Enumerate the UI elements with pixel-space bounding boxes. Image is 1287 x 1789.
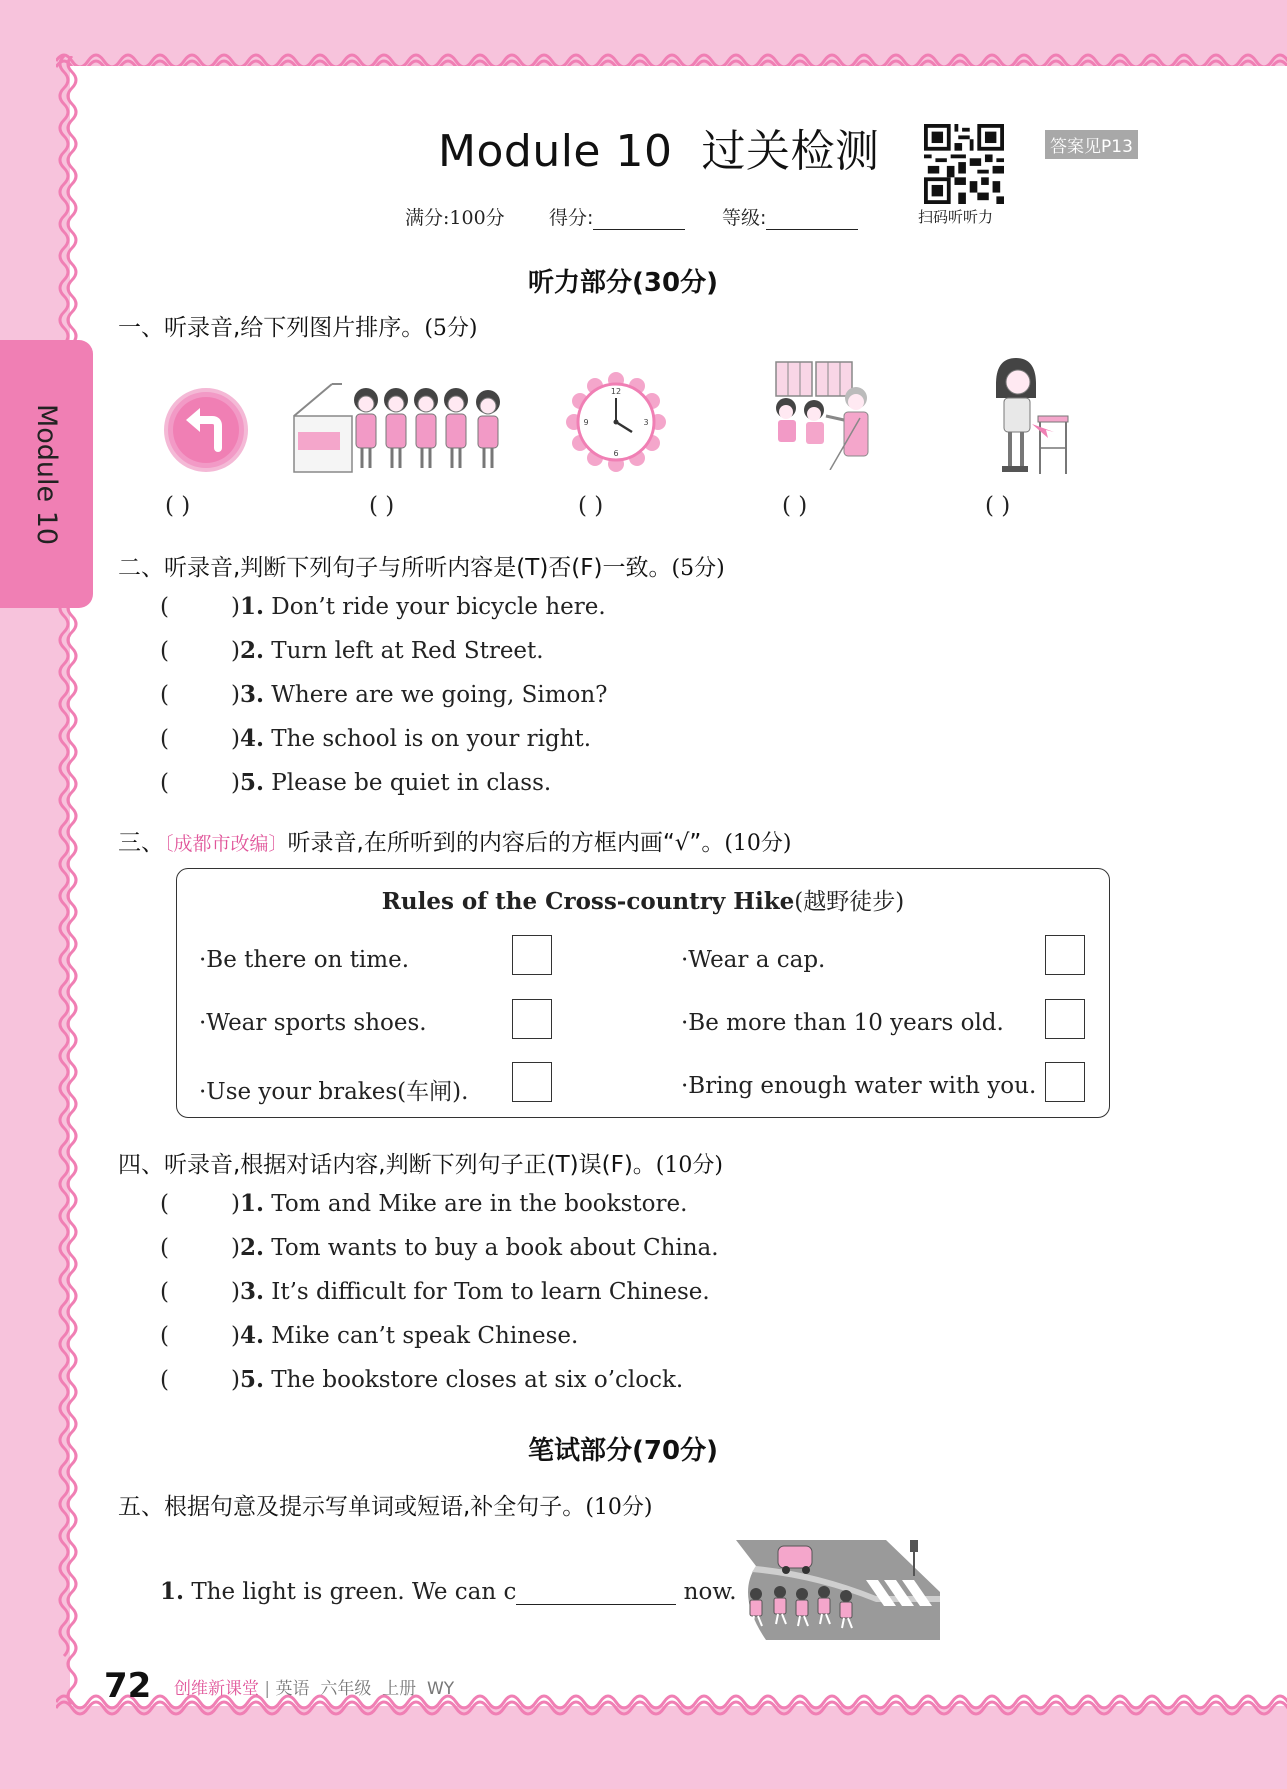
- grade-blank[interactable]: [766, 209, 858, 230]
- svg-text:12: 12: [610, 387, 622, 396]
- picture-answer-2[interactable]: ( ): [369, 493, 395, 519]
- section5-heading: 五、根据句意及提示写单词或短语,补全句子。(10分): [118, 1494, 653, 1520]
- rule-checkbox-6[interactable]: [1045, 1062, 1085, 1102]
- footer-brand: 创维新课堂: [174, 1679, 259, 1699]
- written-part-heading: 笔试部分(70分): [528, 1436, 718, 1466]
- s5-question-1: 1. The light is green. We can c now.: [160, 1578, 737, 1605]
- page-title: Module 10 过关检测: [438, 126, 880, 177]
- turn-left-sign-picture: [162, 386, 250, 474]
- rule-checkbox-5[interactable]: [1045, 999, 1085, 1039]
- s4-item-5: ( )5. The bookstore closes at six o’clock.: [160, 1366, 684, 1393]
- rules-title: Rules of the Cross-country Hike(越野徒步): [381, 888, 905, 915]
- rule-wear-cap: ·Wear a cap.: [681, 947, 826, 973]
- source-tag: 〔成都市改编〕: [164, 833, 288, 855]
- qr-code-icon[interactable]: [924, 124, 1004, 204]
- s2-item-1: ( )1. Don’t ride your bicycle here.: [160, 593, 606, 620]
- section4-heading: 四、听录音,根据对话内容,判断下列句子正(T)误(F)。(10分): [118, 1152, 723, 1178]
- rule-checkbox-1[interactable]: [512, 935, 552, 975]
- clock-picture: [566, 372, 666, 472]
- qr-caption: 扫码听听力: [918, 208, 994, 226]
- crosswalk-picture: [736, 1536, 940, 1642]
- grade-field[interactable]: [722, 203, 858, 230]
- s2-item-3: ( )3. Where are we going, Simon?: [160, 681, 608, 708]
- section1-heading: 一、听录音,给下列图片排序。(5分): [118, 315, 478, 341]
- footer-book-info: 英语 六年级 上册 WY: [275, 1679, 455, 1699]
- side-tab-label: Module 10: [31, 403, 62, 545]
- section3-heading: 三、〔成都市改编〕听录音,在所听到的内容后的方框内画“√”。(10分): [118, 830, 792, 856]
- picture-answer-5[interactable]: ( ): [985, 493, 1011, 519]
- svg-text:9: 9: [583, 418, 589, 427]
- rule-bring-water: ·Bring enough water with you.: [681, 1073, 1037, 1099]
- rule-checkbox-3[interactable]: [512, 1062, 552, 1102]
- answer-reference-badge: 答案见P13: [1045, 130, 1138, 159]
- rule-be-on-time: ·Be there on time.: [199, 947, 410, 973]
- s4-item-4: ( )4. Mike can’t speak Chinese.: [160, 1322, 579, 1349]
- section2-heading: 二、听录音,判断下列句子与所听内容是(T)否(F)一致。(5分): [118, 555, 725, 581]
- picture-answer-3[interactable]: ( ): [578, 493, 604, 519]
- s4-item-1: ( )1. Tom and Mike are in the bookstore.: [160, 1190, 688, 1217]
- left-wavy-border: [54, 56, 82, 1706]
- score-field[interactable]: [549, 203, 685, 230]
- score-blank[interactable]: [593, 209, 685, 230]
- grade-label: 等级:: [722, 207, 767, 229]
- page-number: 72: [104, 1666, 152, 1706]
- score-label: 得分:: [549, 207, 594, 229]
- rule-sports-shoes: ·Wear sports shoes.: [199, 1010, 427, 1036]
- s4-item-3: ( )3. It’s difficult for Tom to learn Chinese.: [160, 1278, 710, 1305]
- s2-item-5: ( )5. Please be quiet in class.: [160, 769, 552, 796]
- rule-use-brakes: ·Use your brakes(车闸).: [199, 1079, 469, 1105]
- s4-item-2: ( )2. Tom wants to buy a book about China.: [160, 1234, 719, 1261]
- s5-answer-blank-1[interactable]: [516, 1578, 676, 1605]
- picture-answer-1[interactable]: ( ): [165, 493, 191, 519]
- rule-age-limit: ·Be more than 10 years old.: [681, 1010, 1004, 1036]
- rule-checkbox-2[interactable]: [512, 999, 552, 1039]
- svg-text:3: 3: [643, 418, 649, 427]
- listening-part-heading: 听力部分(30分): [528, 268, 718, 298]
- pointing-directions-picture: [770, 358, 882, 470]
- svg-text:6: 6: [613, 449, 619, 458]
- picture-answer-4[interactable]: ( ): [782, 493, 808, 519]
- full-score-label: 满分:100分: [405, 207, 505, 229]
- children-in-line-picture: [292, 376, 514, 476]
- rules-box: [176, 868, 1110, 1118]
- s2-item-2: ( )2. Turn left at Red Street.: [160, 637, 544, 664]
- module-side-tab: [0, 340, 93, 608]
- footer-info: 创维新课堂 | 英语 六年级 上册 WY: [174, 1679, 455, 1699]
- s2-item-4: ( )4. The school is on your right.: [160, 725, 592, 752]
- rule-checkbox-4[interactable]: [1045, 935, 1085, 975]
- girl-at-desk-picture: [988, 354, 1074, 478]
